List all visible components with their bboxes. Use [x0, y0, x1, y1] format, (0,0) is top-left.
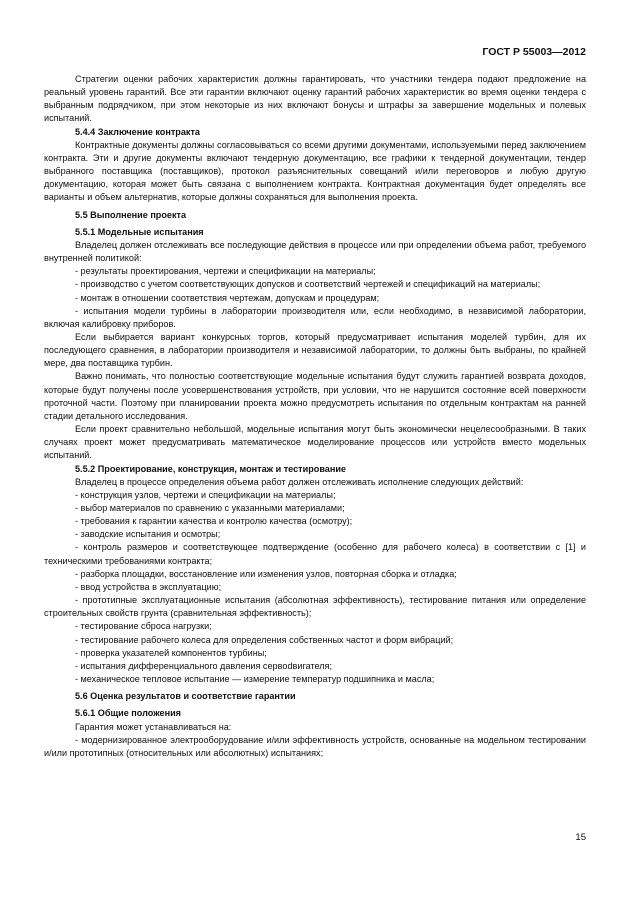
paragraph: - механическое тепловое испытание — измерение температур подшипника и масла; [75, 674, 435, 685]
paragraph: - разборка площадки, восстановление или изменения узлов, повторная сборка и отладка; [75, 568, 457, 579]
page-number: 15 [575, 832, 586, 843]
section-heading: 5.5.1 Модельные испытания [75, 226, 204, 237]
paragraph: - производство с учетом соответствующих допусков и соответствий чертежей и спецификаций на материалы; [75, 279, 541, 290]
paragraph: - заводские испытания и осмотры; [75, 529, 221, 540]
paragraph: - контроль размеров и соответствующее подтверждение (особенно для рабочего колеса) в соответствии с [1] и техническими требованиями контракта; [44, 542, 586, 566]
section-heading: 5.5 Выполнение проекта [75, 209, 187, 220]
paragraph: Владелец в процессе определения объема работ должен отслеживать исполнение следующих действий: [75, 476, 524, 487]
section-heading: 5.6.1 Общие положения [75, 708, 181, 719]
paragraph: - требования к гарантии качества и контролю качества (осмотру); [75, 516, 353, 527]
section-heading: 5.4.4 Заключение контракта [75, 126, 200, 137]
page-body [44, 73, 586, 760]
paragraph: Если выбирается вариант конкурсных торгов, который предусматривает испытания моделей турбин, для их последующего сравнения, в лаборатории производителя и независимой лаборатории, то должны быть выбраны, по крайней мере, два поставщика турбин. [44, 331, 586, 369]
paragraph: - результаты проектирования, чертежи и спецификации на материалы; [75, 266, 376, 277]
paragraph: Владелец должен отслеживать все последующие действия в процессе или при определении объема работ, требуемого внутренней политикой: [44, 239, 586, 264]
paragraph: - прототипные эксплуатационные испытания (абсолютная эффективность), тестирование питания или определение строительных свойств грунта (сравнительная эффективность); [44, 595, 586, 619]
paragraph: - тестирование рабочего колеса для определения собственных частот и форм вибраций; [75, 634, 454, 645]
paragraph: Важно понимать, что полностью соответствующие модельные испытания будут служить гарантией возврата доходов, которые будут получены после усовершенствования устройств, при условии, что не нарушится состояние всей поверхности проточной части. Поэтому при планировании проекта можно предусмотреть испытания по отдельным контрактам на ранней стадии детального исследования. [44, 371, 586, 421]
paragraph: - выбор материалов по сравнению с указанными материалами; [75, 503, 345, 513]
paragraph: Гарантия может устанавливаться на: [75, 721, 232, 732]
paragraph: Контрактные документы должны согласовываться со всеми другими документами, используемыми перед заключением контракта. Эти и другие документы включают тендерную документацию, все графики к тендерной документации, тендер выбранного поставщика (поставщиков), протокол разъяснительных совещаний и/или переговоров и любую другую документацию, которая может быть связана с выполнением контракта. Контрактная документация будет определять все варианты и объем альтернатив, которые должны сохраняться для выполнения проекта. [44, 139, 586, 203]
document-header: ГОСТ Р 55003—2012 [482, 46, 586, 58]
paragraph: - модернизированное электрооборудование и/или эффективность устройств, основанные на модельном тестировании и/или прототипных (относительных или абсолютных) испытаниях; [44, 734, 586, 758]
section-heading: 5.6 Оценка результатов и соответствие гарантии [75, 691, 296, 702]
paragraph: - тестирование сброса нагрузки; [75, 621, 212, 632]
section-heading: 5.5.2 Проектирование, конструкция, монтаж и тестирование [75, 463, 346, 474]
paragraph: - испытания дифференциального давления сервodвигателя; [75, 660, 332, 671]
paragraph: - проверка указателей компонентов турбины; [75, 647, 267, 658]
paragraph: - испытания модели турбины в лаборатории производителя или, если необходимо, в независимой лаборатории, включая калибровку приборов. [44, 305, 586, 329]
paragraph: - монтаж в отношении соответствия чертежам, допускам и процедурам; [75, 292, 380, 303]
paragraph: Стратегии оценки рабочих характеристик должны гарантировать, что участники тендера подают предложение на реальный уровень гарантий. Все эти гарантии включают оценку гарантий рабочих характеристик во время оценки тендера с выбранным подрядчиком, при этом некоторые из них включают бонусы и штрафы за завершение модельных и полевых испытаний. [44, 74, 586, 124]
paragraph: Если проект сравнительно небольшой, модельные испытания могут быть экономически нецелесообразными. В таких случаях проект может предусматривать математическое моделирование процессов или устройств вместо модельных испытаний. [44, 424, 586, 461]
paragraph: - ввод устройства в эксплуатацию; [75, 581, 222, 592]
paragraph: - конструкция узлов, чертежи и спецификации на материалы; [75, 489, 336, 500]
